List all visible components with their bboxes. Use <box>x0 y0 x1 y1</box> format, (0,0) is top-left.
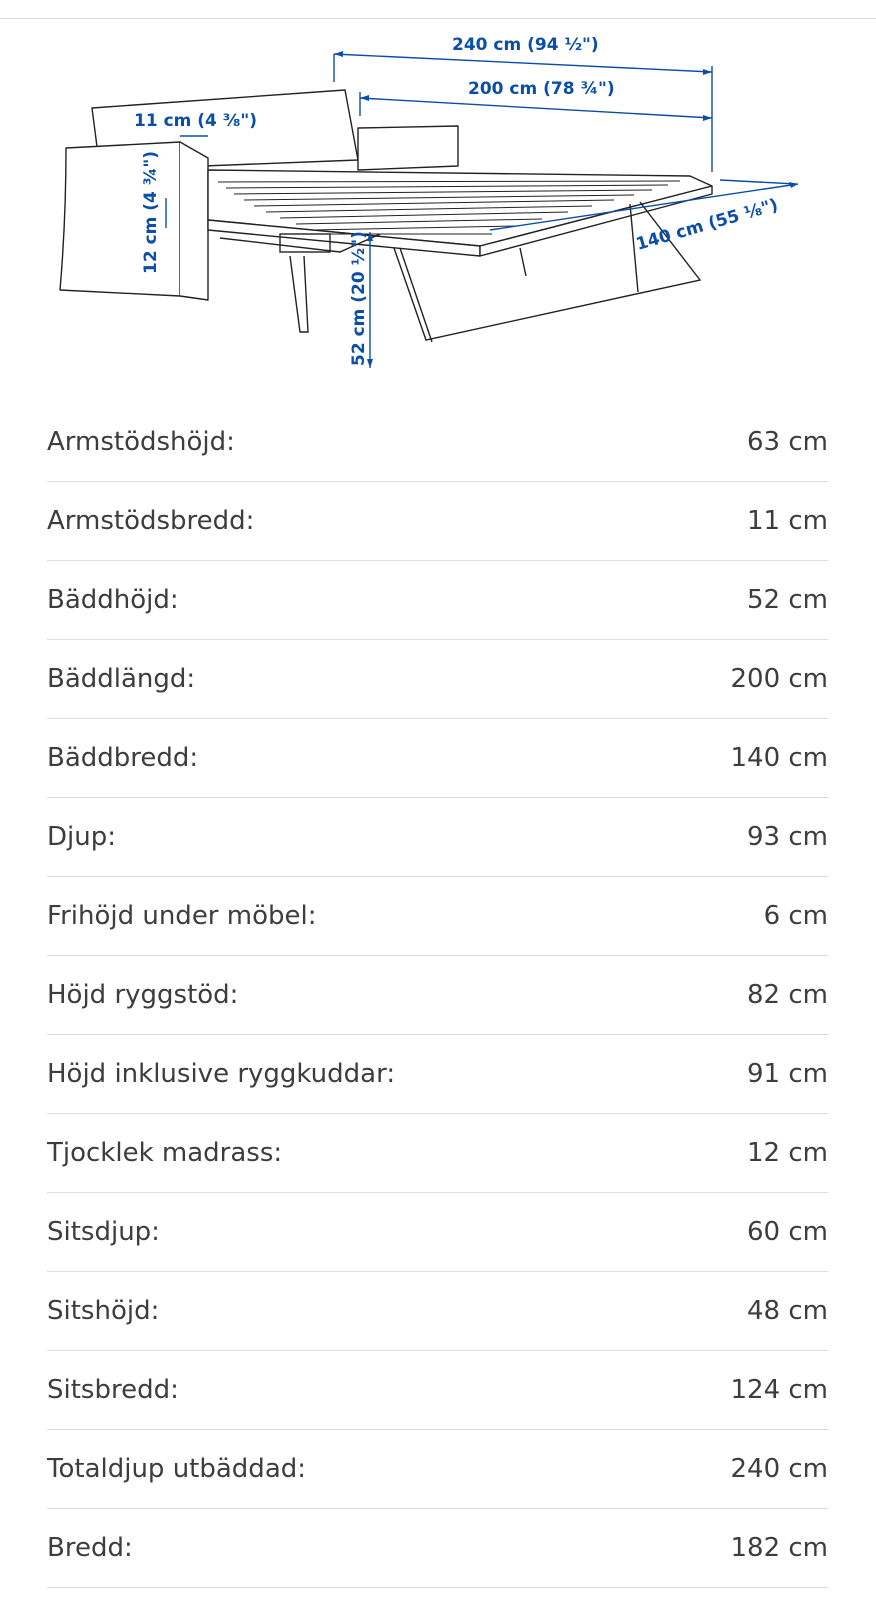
dimension-label: Sitsdjup: <box>47 1217 160 1247</box>
dimension-row <box>47 1035 828 1114</box>
dimension-value: 12 cm <box>747 1138 828 1168</box>
dimension-label-bed-width: 140 cm (55 ⅛") <box>633 195 781 255</box>
dimension-label-bed-length: 200 cm (78 ¾") <box>468 79 615 99</box>
dimension-row <box>47 1351 828 1430</box>
dimension-row <box>47 1272 828 1351</box>
dimension-label: Höjd ryggstöd: <box>47 980 239 1010</box>
dimension-label: Bäddhöjd: <box>47 585 179 615</box>
dimension-label: Tjocklek madrass: <box>47 1138 283 1168</box>
dimension-label: Sitshöjd: <box>47 1296 160 1326</box>
dimension-label-armrest-width: 11 cm (4 ⅜") <box>134 111 258 131</box>
dimensions-list <box>47 403 828 1588</box>
dimension-row <box>47 877 828 956</box>
dimension-row <box>47 640 828 719</box>
dimension-row <box>47 1114 828 1193</box>
dimension-value: 200 cm <box>730 664 828 694</box>
dimension-label: Armstödshöjd: <box>47 427 235 457</box>
dimension-label: Bredd: <box>47 1533 133 1563</box>
sofa-bed-dimension-illustration <box>40 20 840 380</box>
dimension-label: Bäddbredd: <box>47 743 199 773</box>
dimension-row <box>47 1509 828 1588</box>
dimension-row <box>47 719 828 798</box>
dimension-value: 63 cm <box>747 427 828 457</box>
dimension-value: 182 cm <box>730 1533 828 1563</box>
dimension-value: 91 cm <box>747 1059 828 1089</box>
dimension-label: Bäddlängd: <box>47 664 196 694</box>
dimension-row <box>47 956 828 1035</box>
dimension-label: Totaldjup utbäddad: <box>47 1454 307 1484</box>
dimension-label-total-length: 240 cm (94 ½") <box>452 35 599 55</box>
dimension-value: 240 cm <box>730 1454 828 1484</box>
dimension-value: 48 cm <box>747 1296 828 1326</box>
dimension-value: 52 cm <box>747 585 828 615</box>
dimension-value: 60 cm <box>747 1217 828 1247</box>
dimension-label: Frihöjd under möbel: <box>47 901 317 931</box>
dimension-row <box>47 403 828 482</box>
dimension-label-bed-height: 52 cm (20 ½") <box>349 231 369 366</box>
dimension-row <box>47 1430 828 1509</box>
dimension-label: Höjd inklusive ryggkuddar: <box>47 1059 396 1089</box>
dimension-label: Sitsbredd: <box>47 1375 179 1405</box>
dimension-value: 140 cm <box>730 743 828 773</box>
dimension-label: Djup: <box>47 822 116 852</box>
dimension-row <box>47 1193 828 1272</box>
dimension-row <box>47 798 828 877</box>
dimension-value: 124 cm <box>730 1375 828 1405</box>
dimension-label: Armstödsbredd: <box>47 506 255 536</box>
dimension-value: 11 cm <box>747 506 828 536</box>
dimension-value: 93 cm <box>747 822 828 852</box>
top-divider <box>0 18 876 19</box>
dimension-row <box>47 561 828 640</box>
dimension-label-mattress-thickness: 12 cm (4 ¾") <box>141 150 161 274</box>
dimension-value: 6 cm <box>763 901 828 931</box>
dimension-value: 82 cm <box>747 980 828 1010</box>
dimension-row <box>47 482 828 561</box>
